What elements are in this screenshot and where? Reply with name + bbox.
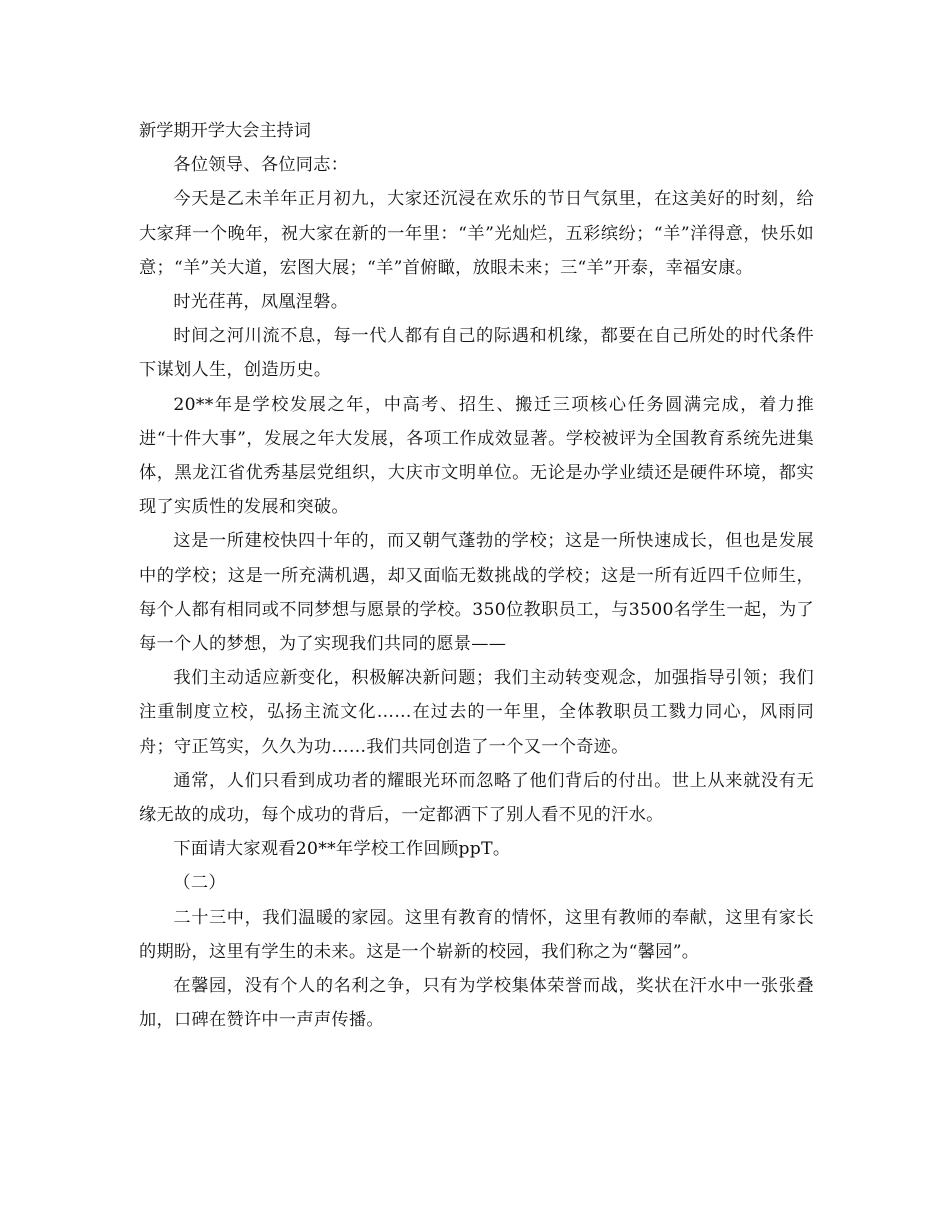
paragraph-review-video: 下面请大家观看20**年学校工作回顾ppT。 <box>173 839 511 860</box>
section-marker: （二） <box>173 873 226 894</box>
paragraph-river-of-time: 时间之河川流不息，每一代人都有自己的际遇和机缘，都要在自己所处的时代条件下谋划人生，创造历史。 <box>139 326 814 381</box>
paragraph-school-description: 这是一所建校快四十年的，而又朝气蓬勃的学校；这是一所快速成长，但也是发展中的学校；这是一所充满机遇，却又面临无数挑战的学校；这是一所有近四千位师生，每个人都有相同或不同梦想与愿景的学校。350位教职员工，与3500名学生一起，为了每一个人的梦想，为了实现我们共同的愿景—— <box>139 531 814 655</box>
salutation: 各位领导、各位同志： <box>173 155 349 176</box>
paragraph-success: 通常，人们只看到成功者的耀眼光环而忽略了他们背后的付出。世上从来就没有无缘无故的成功，每个成功的背后，一定都洒下了别人看不见的汗水。 <box>139 770 814 826</box>
document-page <box>139 114 814 1037</box>
paragraph-xinyuan: 在馨园，没有个人的名利之争，只有为学校集体荣誉而战，奖状在汗水中一张张叠加，口碑在赞许中一声声传播。 <box>139 976 814 1031</box>
paragraph-achievements: 我们主动适应新变化，积极解决新问题；我们主动转变观念，加强指导引领；我们注重制度立校，弘扬主流文化……在过去的一年里，全体教职员工戮力同心，风雨同舟；守正笃实，久久为功……我们共同创造了一个又一个奇迹。 <box>139 668 814 757</box>
paragraph-time-passing: 时光荏苒，凤凰涅磐。 <box>173 292 349 313</box>
document-title: 新学期开学大会主持词 <box>139 121 311 141</box>
paragraph-development-year: 20**年是学校发展之年，中高考、招生、搬迁三项核心任务圆满完成，着力推进“十件大事”，发展之年大发展，各项工作成效显著。学校被评为全国教育系统先进集体，黑龙江省优秀基层党组织，大庆市文明单位。无论是办学业绩还是硬件环境，都实现了实质性的发展和突破。 <box>139 394 814 518</box>
paragraph-home: 二十三中，我们温暖的家园。这里有教育的情怀，这里有教师的奉献，这里有家长的期盼，这里有学生的未来。这是一个崭新的校园，我们称之为“馨园”。 <box>139 907 814 962</box>
paragraph-greeting: 今天是乙未羊年正月初九，大家还沉浸在欢乐的节日气氛里，在这美好的时刻，给大家拜一个晚年，祝大家在新的一年里：“羊”光灿烂，五彩缤纷；“羊”洋得意，快乐如意；“羊”关大道，宏图大展；“羊”首俯瞰，放眼未来；三“羊”开泰，幸福安康。 <box>139 189 814 278</box>
